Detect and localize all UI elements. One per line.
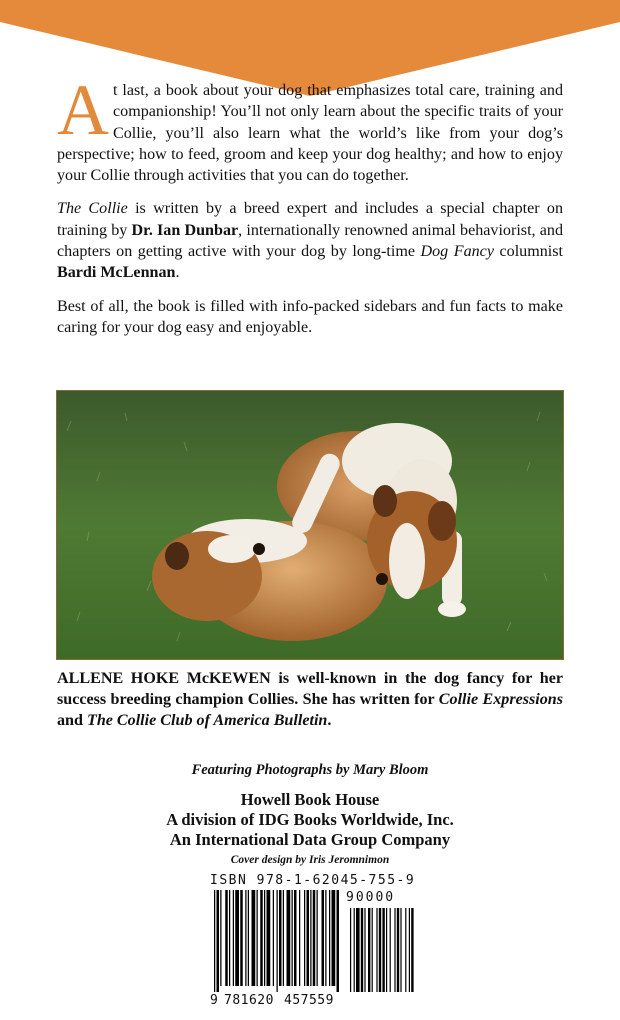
price-barcode-bar: [405, 908, 406, 992]
barcode-bar: [313, 890, 316, 986]
barcode-bar: [277, 890, 278, 992]
barcode-bar: [220, 890, 221, 986]
barcode-bar: [225, 890, 228, 986]
drop-cap: A: [57, 70, 109, 150]
intro-paragraph-2: The Collie is written by a breed expert and includes a special chapter on training by Dr. Ian Dunbar, internationally renowned animal behaviorist, and chapters on getting active with your dog by long-time Dog Fancy columnist Bardi McLennan.: [57, 200, 563, 282]
barcode-bar: [322, 890, 325, 986]
price-barcode-bar: [376, 908, 377, 992]
barcode-bar: [283, 890, 284, 986]
barcode-bar: [329, 890, 330, 986]
publisher-line-2: A division of IDG Books Worldwide, Inc.: [166, 810, 454, 829]
price-barcode-bar: [354, 908, 355, 992]
barcode-bar: [294, 890, 297, 986]
price-barcode-bar: [364, 908, 365, 992]
price-barcode-bar: [386, 908, 387, 992]
publication-2: The Collie Club of America Bulletin: [86, 712, 328, 729]
publisher-line-3: An International Data Group Company: [169, 830, 451, 849]
isbn-label: ISBN 978-1-62045-755-9: [210, 873, 416, 888]
barcode-bar: [325, 890, 326, 986]
price-barcode-bar: [379, 908, 381, 992]
collie-puppies-photo: [56, 390, 564, 660]
price-barcode-bar: [400, 908, 401, 992]
barcode-bar: [273, 890, 274, 986]
barcode-bar: [235, 890, 239, 986]
publisher-info: [0, 790, 620, 850]
price-barcode-bar: [361, 908, 363, 992]
magazine-name: Dog Fancy: [420, 243, 494, 261]
barcode-bar: [240, 890, 243, 986]
price-barcode-bar: [372, 908, 373, 992]
price-barcode-bar: [356, 908, 360, 992]
intro-text: [57, 70, 563, 350]
price-barcode-bar: [390, 908, 391, 992]
barcode-bar: [304, 890, 305, 986]
barcode-bar: [310, 890, 311, 986]
barcode-bar: [257, 890, 258, 986]
barcode-bar: [260, 890, 263, 986]
intro-paragraph-3: Best of all, the book is filled with info-packed sidebars and fun facts to make caring for your dog easy and enjoyable.: [57, 297, 563, 336]
publication-1: Collie Expressions: [438, 691, 563, 708]
barcode-bar: [299, 890, 300, 986]
barcode-digit-group-1: 781620: [224, 993, 274, 1008]
columnist-name: Bardi McLennan: [57, 264, 176, 282]
barcode-bar: [332, 890, 336, 986]
barcode-bar: [337, 890, 340, 992]
barcode-digits: [210, 993, 410, 1008]
barcode-bar: [233, 890, 234, 986]
trainer-name: Dr. Ian Dunbar: [131, 221, 239, 239]
price-code: 90000: [346, 890, 396, 905]
barcode-bar: [287, 890, 291, 986]
barcode-bar: [292, 890, 293, 986]
photo-credit: Featuring Photographs by Mary Bloom: [191, 762, 429, 778]
price-barcode-bar: [411, 908, 413, 992]
barcode-bar: [317, 890, 318, 986]
price-barcode-bar: [397, 908, 399, 992]
barcode-bar: [307, 890, 310, 986]
intro-paragraph-1: At last, a book about your dog that emphasizes total care, training and companionship! You’ll not only learn about the specific traits of your Collie, you’ll also learn what the world’s like from your dog’s perspective; how to feed, groom and keep your dog healthy; and how to enjoy your Collie through activities that you can do together.: [57, 70, 563, 185]
book-title: The Collie: [57, 200, 128, 218]
barcode-digit-first: 9: [210, 993, 219, 1008]
barcode-digit-group-2: 457559: [284, 993, 334, 1008]
barcode-bar: [245, 890, 246, 986]
barcode-bar: [279, 890, 282, 986]
author-name: ALLENE HOKE McKEWEN: [57, 670, 271, 687]
two-collie-puppies-icon: [57, 391, 564, 660]
author-bio: ALLENE HOKE McKEWEN is well-known in the dog fancy for her success breeding champion Collies. She has written for Collie Expressions and The Collie Club of America Bulletin.: [57, 670, 563, 729]
price-barcode-bar: [382, 908, 384, 992]
barcode-bar: [267, 890, 271, 986]
barcode-bar: [252, 890, 256, 986]
cover-design-credit: Cover design by Iris Jeromnimon: [230, 854, 390, 866]
price-barcode-bar: [394, 908, 395, 992]
price-barcode-bar: [409, 908, 410, 992]
barcode-bar: [229, 890, 230, 986]
price-barcode-bar: [368, 908, 370, 992]
isbn-barcode: [210, 890, 420, 992]
publisher-line-1: Howell Book House: [240, 790, 380, 809]
barcode-bar: [214, 890, 215, 992]
price-barcode-bar: [350, 908, 351, 992]
barcode-bar: [264, 890, 265, 986]
barcode-bar: [248, 890, 249, 986]
barcode-bar: [217, 890, 220, 992]
